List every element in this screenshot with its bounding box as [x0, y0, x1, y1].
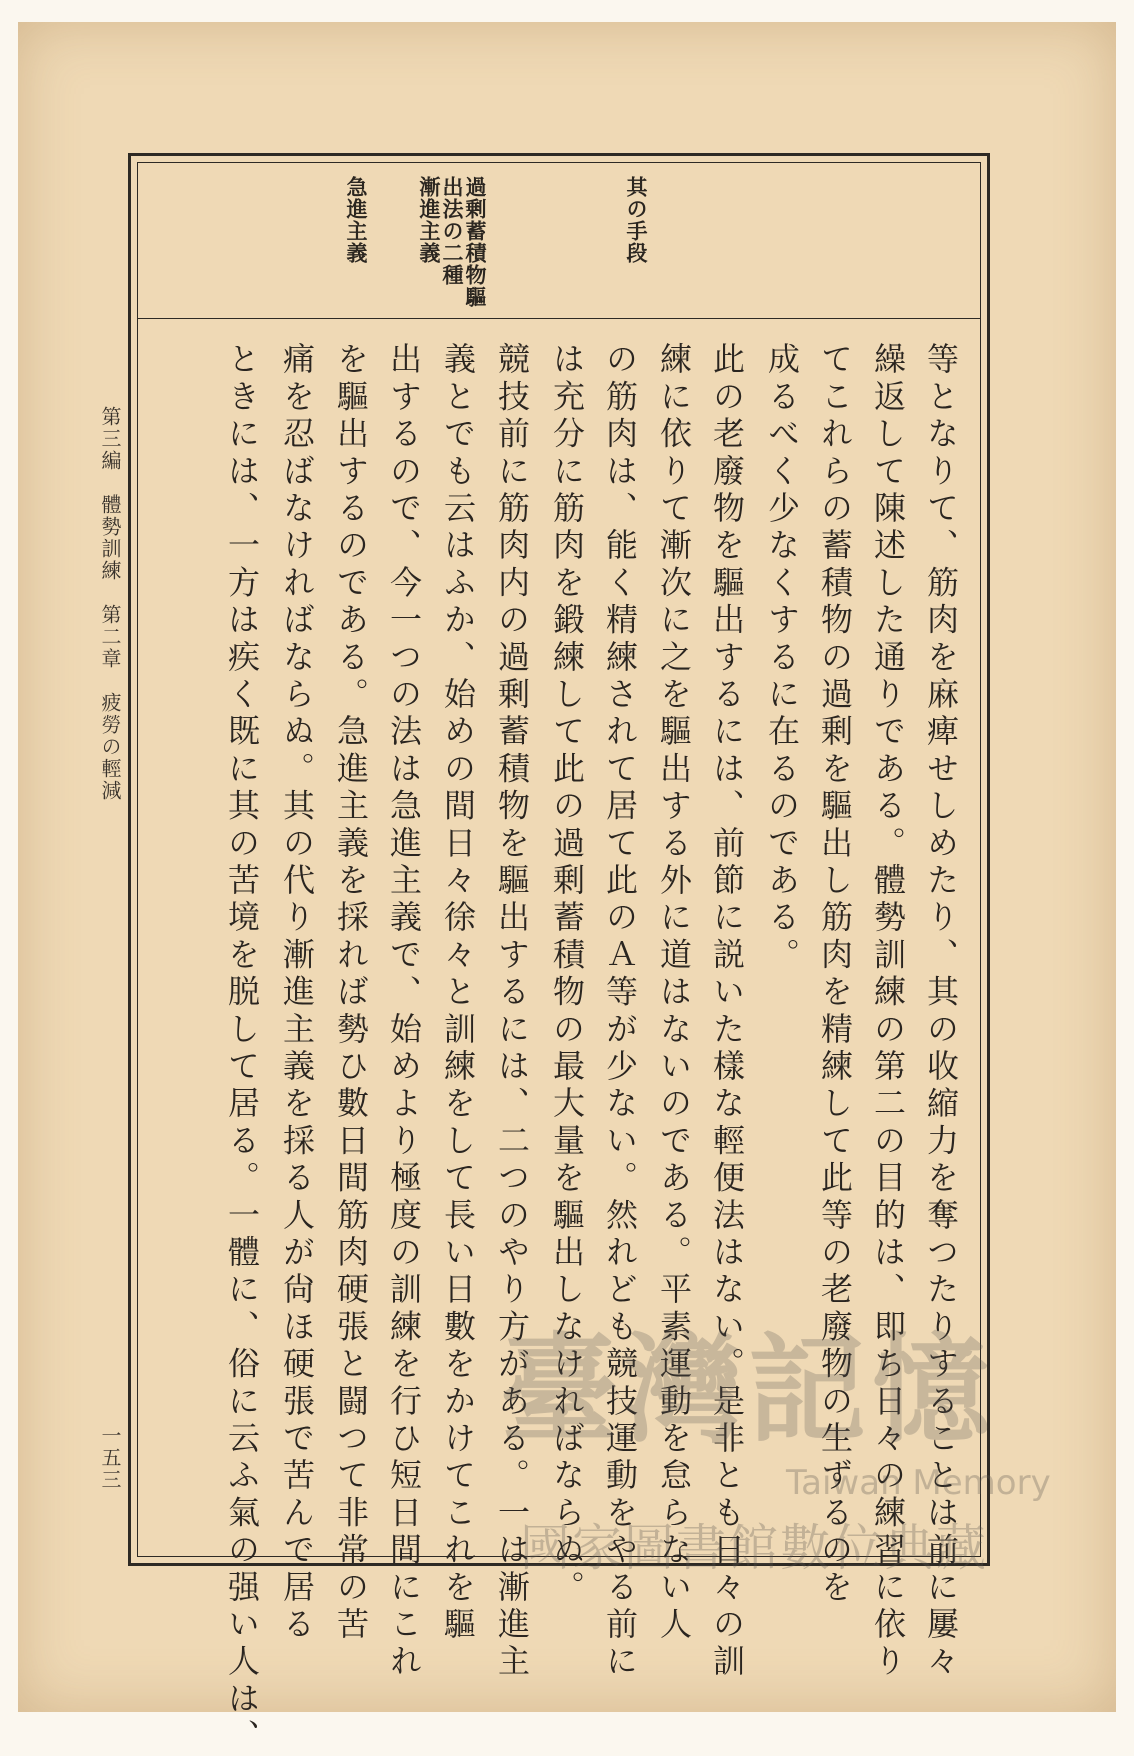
- body-column: 出するので、今一つの法は急進主義で、始めより極度の訓練を行ひ短日間にこれ: [385, 342, 423, 1682]
- margin-note-expulsion-1: 過剰蓄積物驅: [463, 176, 488, 308]
- watermark-logo: 臺灣記憶: [500, 1321, 997, 1459]
- margin-note-method: 其の手段: [624, 176, 649, 264]
- running-head: 第三編 體勢訓練 第二章 疲勞の輕減: [98, 406, 122, 802]
- body-column: 成るべく少なくするに在るのである。: [763, 342, 801, 975]
- body-column: 義とでも云はふか、始めの間日々徐々と訓練をして長い日數をかけてこれを驅: [439, 342, 477, 1644]
- margin-note-radicalism: 急進主義: [344, 176, 369, 264]
- body-column: 練に依りて漸次に之を驅出する外に道はないのである。平素運動を怠らない人: [655, 342, 693, 1644]
- body-column: 此の老廢物を驅出するには、前節に説いた樣な輕便法はない。是非とも日々の訓: [708, 342, 746, 1682]
- body-column: 繰返して陳述した通りである。體勢訓練の第二の目的は、即ち日々の練習に依り: [869, 342, 907, 1682]
- body-column: ときには、一方は疾く既に其の苦境を脱して居る。一體に、俗に云ふ氣の强い人は、: [223, 342, 261, 1756]
- body-column: 痛を忍ばなければならぬ。其の代り漸進主義を採る人が尙ほ硬張で苦んで居る: [278, 342, 316, 1644]
- margin-note-gradualism: 漸進主義: [417, 176, 442, 264]
- page-number: 一五三: [98, 1425, 122, 1491]
- body-column: を驅出するのである。急進主義を採れば勢ひ數日間筋肉硬張と闘つて非常の苦: [332, 342, 370, 1644]
- margin-note-expulsion-2: 出法の二種: [440, 176, 465, 286]
- watermark-english: Taiwan Memory: [786, 1463, 1051, 1503]
- body-column: てこれらの蓄積物の過剰を驅出し筋肉を精練して此等の老廢物の生ずるのを: [816, 342, 854, 1607]
- watermark-caption: 國家圖書館數位典藏: [520, 1519, 988, 1577]
- body-column: は充分に筋肉を鍛練して此の過剰蓄積物の最大量を驅出しなければならぬ。: [548, 342, 586, 1607]
- body-column: 競技前に筋肉内の過剰蓄積物を驅出するには、二つのやり方がある。一は漸進主: [493, 342, 531, 1682]
- header-divider: [137, 318, 981, 319]
- body-column: 等となりて、筋肉を麻痺せしめたり、其の收縮力を奪つたりすることは前に屢々: [922, 342, 960, 1682]
- body-column: の筋肉は、能く精練されて居て此のＡ等が少ない。然れども競技運動をやる前に: [601, 342, 639, 1682]
